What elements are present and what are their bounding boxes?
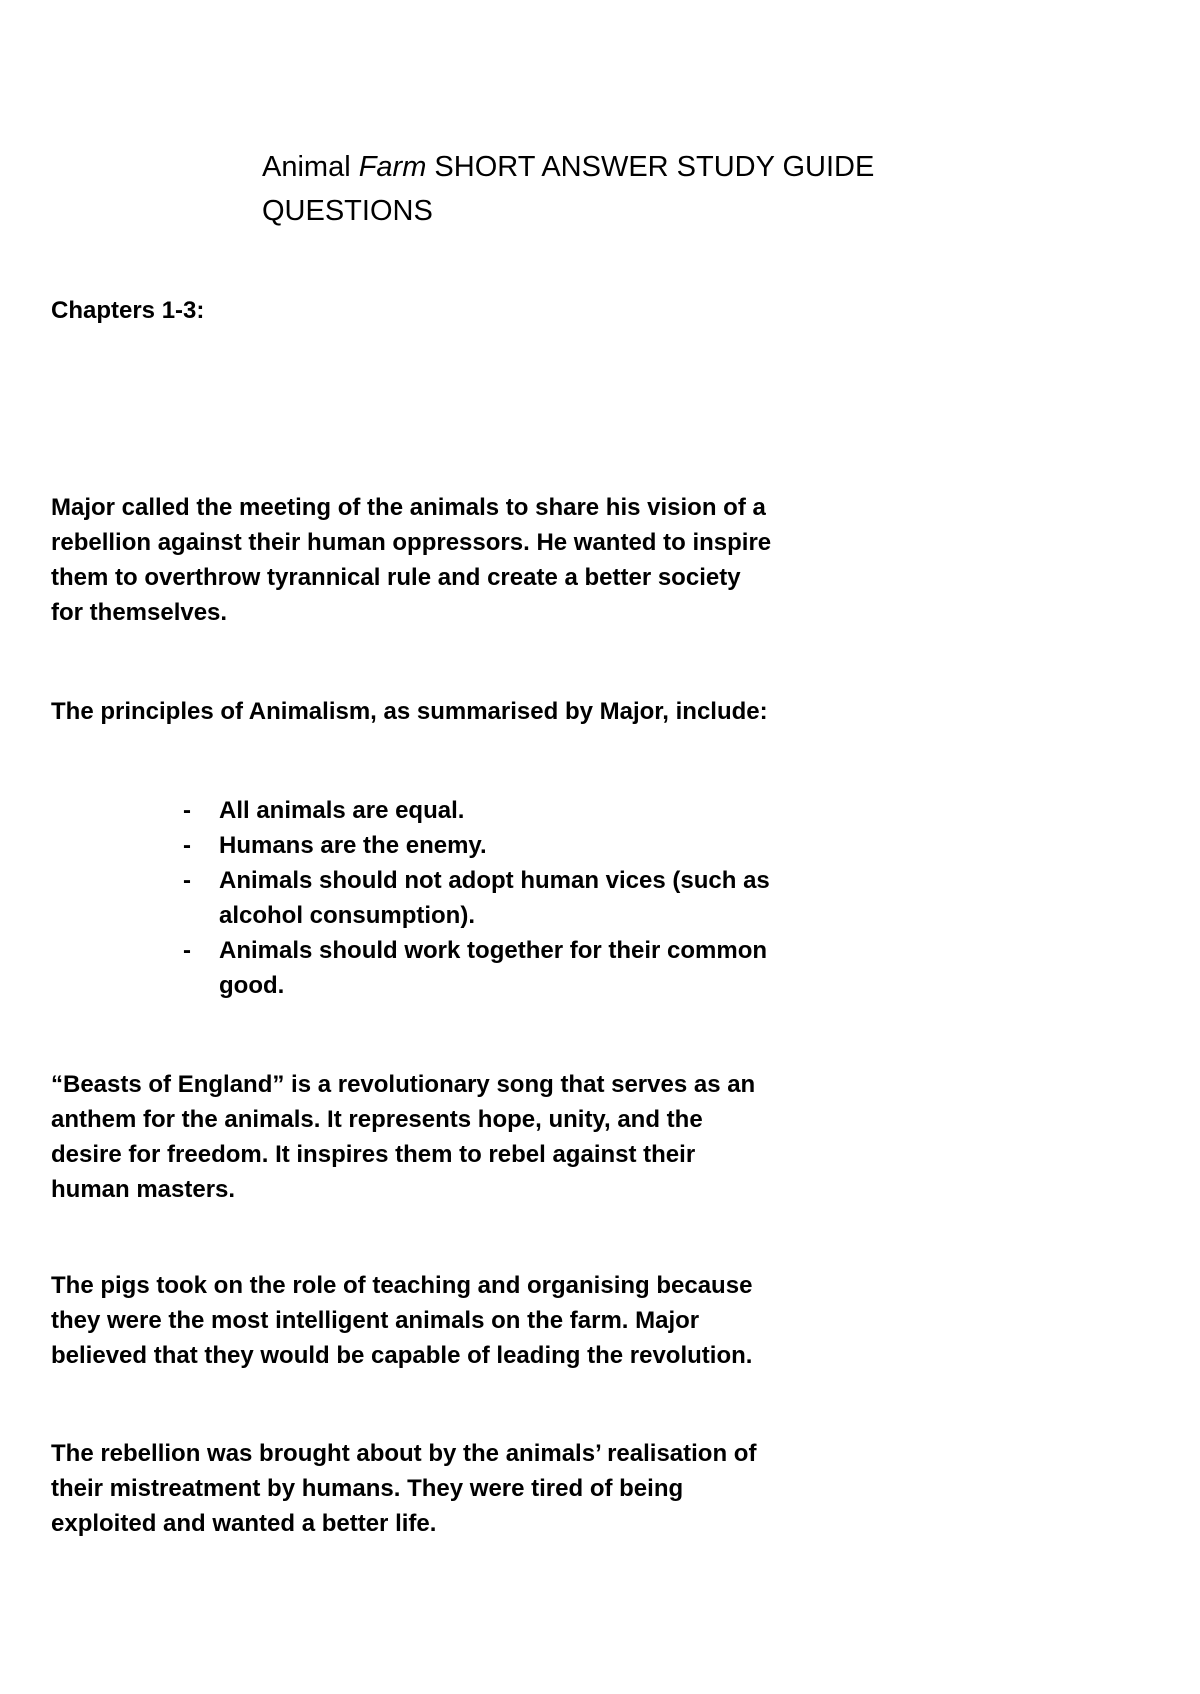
list-item (183, 863, 863, 933)
title-part-2: SHORT ANSWER STUDY GUIDE QUESTIONS (262, 151, 875, 227)
answer-paragraph-2: The principles of Animalism, as summarised by Major, include: (51, 698, 768, 725)
answer-paragraph-4: The pigs took on the role of teaching and organising because they were the most intelligent animals on the farm. Major believed that they would be capable of leading the revolution. (51, 1272, 753, 1369)
title-part-1: Animal (262, 151, 359, 183)
list-item (183, 793, 863, 828)
bullet-dash: - (183, 797, 191, 824)
list-item-text: Humans are the enemy. (219, 832, 487, 859)
bullet-dash: - (183, 937, 191, 964)
list-item-text: All animals are equal. (219, 797, 465, 824)
answer-paragraph-5: The rebellion was brought about by the animals’ realisation of their mistreatment by humans. They were tired of being exploited and wanted a better life. (51, 1440, 757, 1537)
answer-paragraph-3: “Beasts of England” is a revolutionary song that serves as an anthem for the animals. It represents hope, unity, and the desire for freedom. It inspires them to rebel against their human masters. (51, 1071, 756, 1203)
principles-list (183, 793, 863, 1003)
list-item (183, 828, 863, 863)
bullet-dash: - (183, 832, 191, 859)
list-item-text: Animals should not adopt human vices (such as alcohol consumption). (219, 867, 770, 929)
document-title (262, 145, 902, 233)
answer-paragraph-1: Major called the meeting of the animals to share his vision of a rebellion against their human oppressors. He wanted to inspire them to overthrow tyrannical rule and create a better society for themselves. (51, 494, 772, 626)
bullet-dash: - (183, 867, 191, 894)
title-italic-farm: Farm (358, 151, 427, 183)
list-item-text: Animals should work together for their common good. (219, 937, 768, 999)
chapters-heading: Chapters 1-3: (51, 297, 205, 324)
list-item (183, 933, 863, 1003)
